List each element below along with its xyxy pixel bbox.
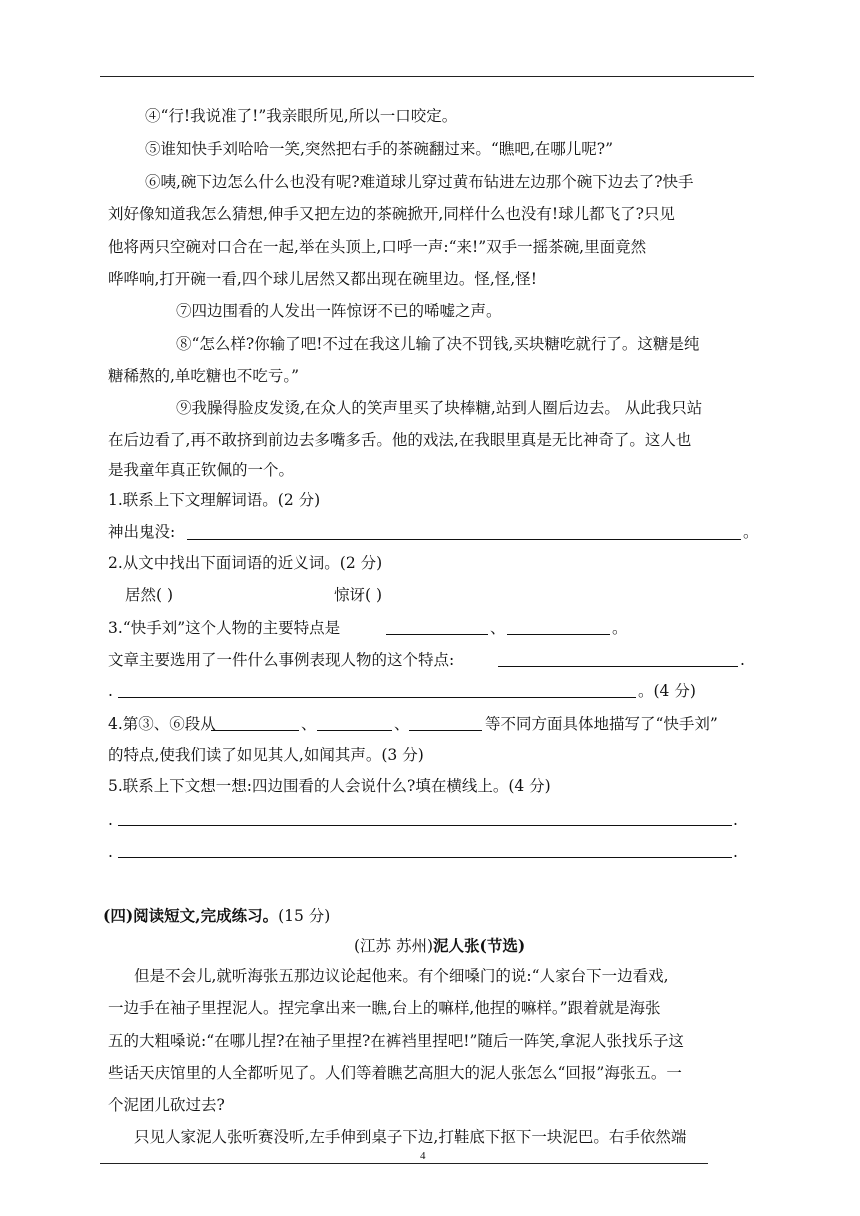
question-4-prefix: 4.第③、⑥段从: [108, 715, 216, 733]
answer-blank-q3-b[interactable]: [507, 634, 610, 635]
passage-line-4: 些话天庆馆里的人全都听见了。人们等着瞧艺高胆大的泥人张怎么“回报”海张五。一: [108, 1064, 682, 1082]
paragraph-6-line-2: 刘好像知道我怎么猜想,伸手又把左边的茶碗掀开,同样什么也没有!球儿都飞了?只见: [108, 205, 675, 223]
paragraph-4: ④“行!我说准了!”我亲眼所见,所以一口咬定。: [145, 107, 458, 125]
question-5-dot-1: .: [108, 811, 113, 829]
passage-line-6: 只见人家泥人张听赛没听,左手伸到桌子下边,打鞋底下抠下一块泥巴。右手依然端: [134, 1128, 687, 1146]
question-4-separator-1: 、: [301, 715, 317, 733]
question-4-suffix: 等不同方面具体地描写了“快手刘”: [485, 715, 718, 733]
question-3-end: 。: [612, 619, 628, 637]
paragraph-8-line-1: ⑧“怎么样?你输了吧!不过在我这儿输了决不罚钱,买块糖吃就行了。这糖是纯: [176, 335, 700, 353]
passage-line-1: 但是不会儿,就听海张五那边议论起他来。有个细嗓门的说:“人家台下一边看戏,: [134, 967, 669, 985]
passage-title-row: [354, 936, 525, 956]
question-2-item-b: 惊讶( ): [334, 586, 383, 604]
header-rule: [100, 76, 754, 77]
question-1-end: 。: [743, 523, 759, 541]
question-3-line-1: 3.“快手刘”这个人物的主要特点是: [108, 619, 341, 637]
paragraph-6-line-3: 他将两只空碗对口合在一起,举在头顶上,口呼一声:“来!”双手一摇茶碗,里面竟然: [108, 238, 647, 256]
answer-blank-q3-a[interactable]: [386, 634, 488, 635]
passage-source: (江苏 苏州): [354, 937, 434, 955]
paragraph-8-line-2: 糖稀熬的,单吃糖也不吃亏。”: [108, 367, 300, 385]
answer-blank-q1[interactable]: [187, 539, 741, 540]
passage-title: 泥人张(节选): [433, 936, 526, 955]
passage-line-5: 个泥团儿砍过去?: [108, 1096, 225, 1114]
answer-blank-q3-d[interactable]: [118, 697, 636, 698]
question-1-term: 神出鬼没:: [108, 523, 176, 541]
answer-blank-q4-b[interactable]: [317, 730, 392, 731]
paragraph-7: ⑦四边围看的人发出一阵惊讶不已的唏嘘之声。: [176, 302, 502, 320]
question-1: 1.联系上下文理解词语。(2 分): [108, 491, 321, 509]
question-4-separator-2: 、: [394, 715, 410, 733]
question-3-line-3-end: 。(4 分): [638, 682, 696, 700]
answer-blank-q4-c[interactable]: [409, 730, 482, 731]
question-5-dot-2-end: .: [733, 843, 738, 861]
question-5-dot-1-end: .: [733, 811, 738, 829]
question-2-item-a: 居然( ): [125, 586, 174, 604]
answer-blank-q3-c[interactable]: [498, 666, 738, 667]
section-4-points: (15 分): [278, 907, 331, 925]
question-2: 2.从文中找出下面词语的近义词。(2 分): [108, 554, 383, 572]
question-4-line-2: 的特点,使我们读了如见其人,如闻其声。(3 分): [108, 746, 424, 764]
section-4-heading-row: [103, 906, 330, 926]
footer-rule: [100, 1163, 708, 1164]
question-3-separator: 、: [490, 619, 506, 637]
question-3-line-2: 文章主要选用了一件什么事例表现人物的这个特点:: [108, 651, 455, 669]
page-number: 4: [420, 1150, 426, 1162]
question-5: 5.联系上下文想一想:四边围看的人会说什么?填在横线上。(4 分): [108, 777, 551, 795]
paragraph-6-line-4: 哗哗响,打开碗一看,四个球儿居然又都出现在碗里边。怪,怪,怪!: [108, 270, 537, 288]
question-3-line-3-start: .: [108, 682, 113, 700]
answer-blank-q4-a[interactable]: [211, 730, 299, 731]
answer-blank-q5-2[interactable]: [118, 857, 732, 858]
section-4-heading: (四)阅读短文,完成练习。: [103, 906, 279, 925]
paragraph-5: ⑤谁知快手刘哈哈一笑,突然把右手的茶碗翻过来。“瞧吧,在哪儿呢?”: [145, 140, 614, 158]
paragraph-9-line-2: 在后边看了,再不敢挤到前边去多嘴多舌。他的戏法,在我眼里真是无比神奇了。这人也: [108, 431, 692, 449]
paragraph-9-line-1: ⑨我臊得脸皮发烫,在众人的笑声里买了块棒糖,站到人圈后边去。 从此我只站: [176, 399, 703, 417]
answer-blank-q5-1[interactable]: [118, 825, 732, 826]
paragraph-9-line-3: 是我童年真正钦佩的一个。: [108, 461, 295, 479]
paragraph-6-line-1: ⑥咦,碗下边怎么什么也没有呢?难道球儿穿过黄布钻进左边那个碗下边去了?快手: [145, 173, 694, 191]
question-3-line-2-end: .: [740, 651, 745, 669]
passage-line-3: 五的大粗嗓说:“在哪儿捏?在袖子里捏?在裤裆里捏吧!”随后一阵笑,拿泥人张找乐子这: [108, 1032, 684, 1050]
question-5-dot-2: .: [108, 843, 113, 861]
passage-line-2: 一边手在袖子里捏泥人。捏完拿出来一瞧,台上的嘛样,他捏的嘛样。”跟着就是海张: [108, 999, 661, 1017]
